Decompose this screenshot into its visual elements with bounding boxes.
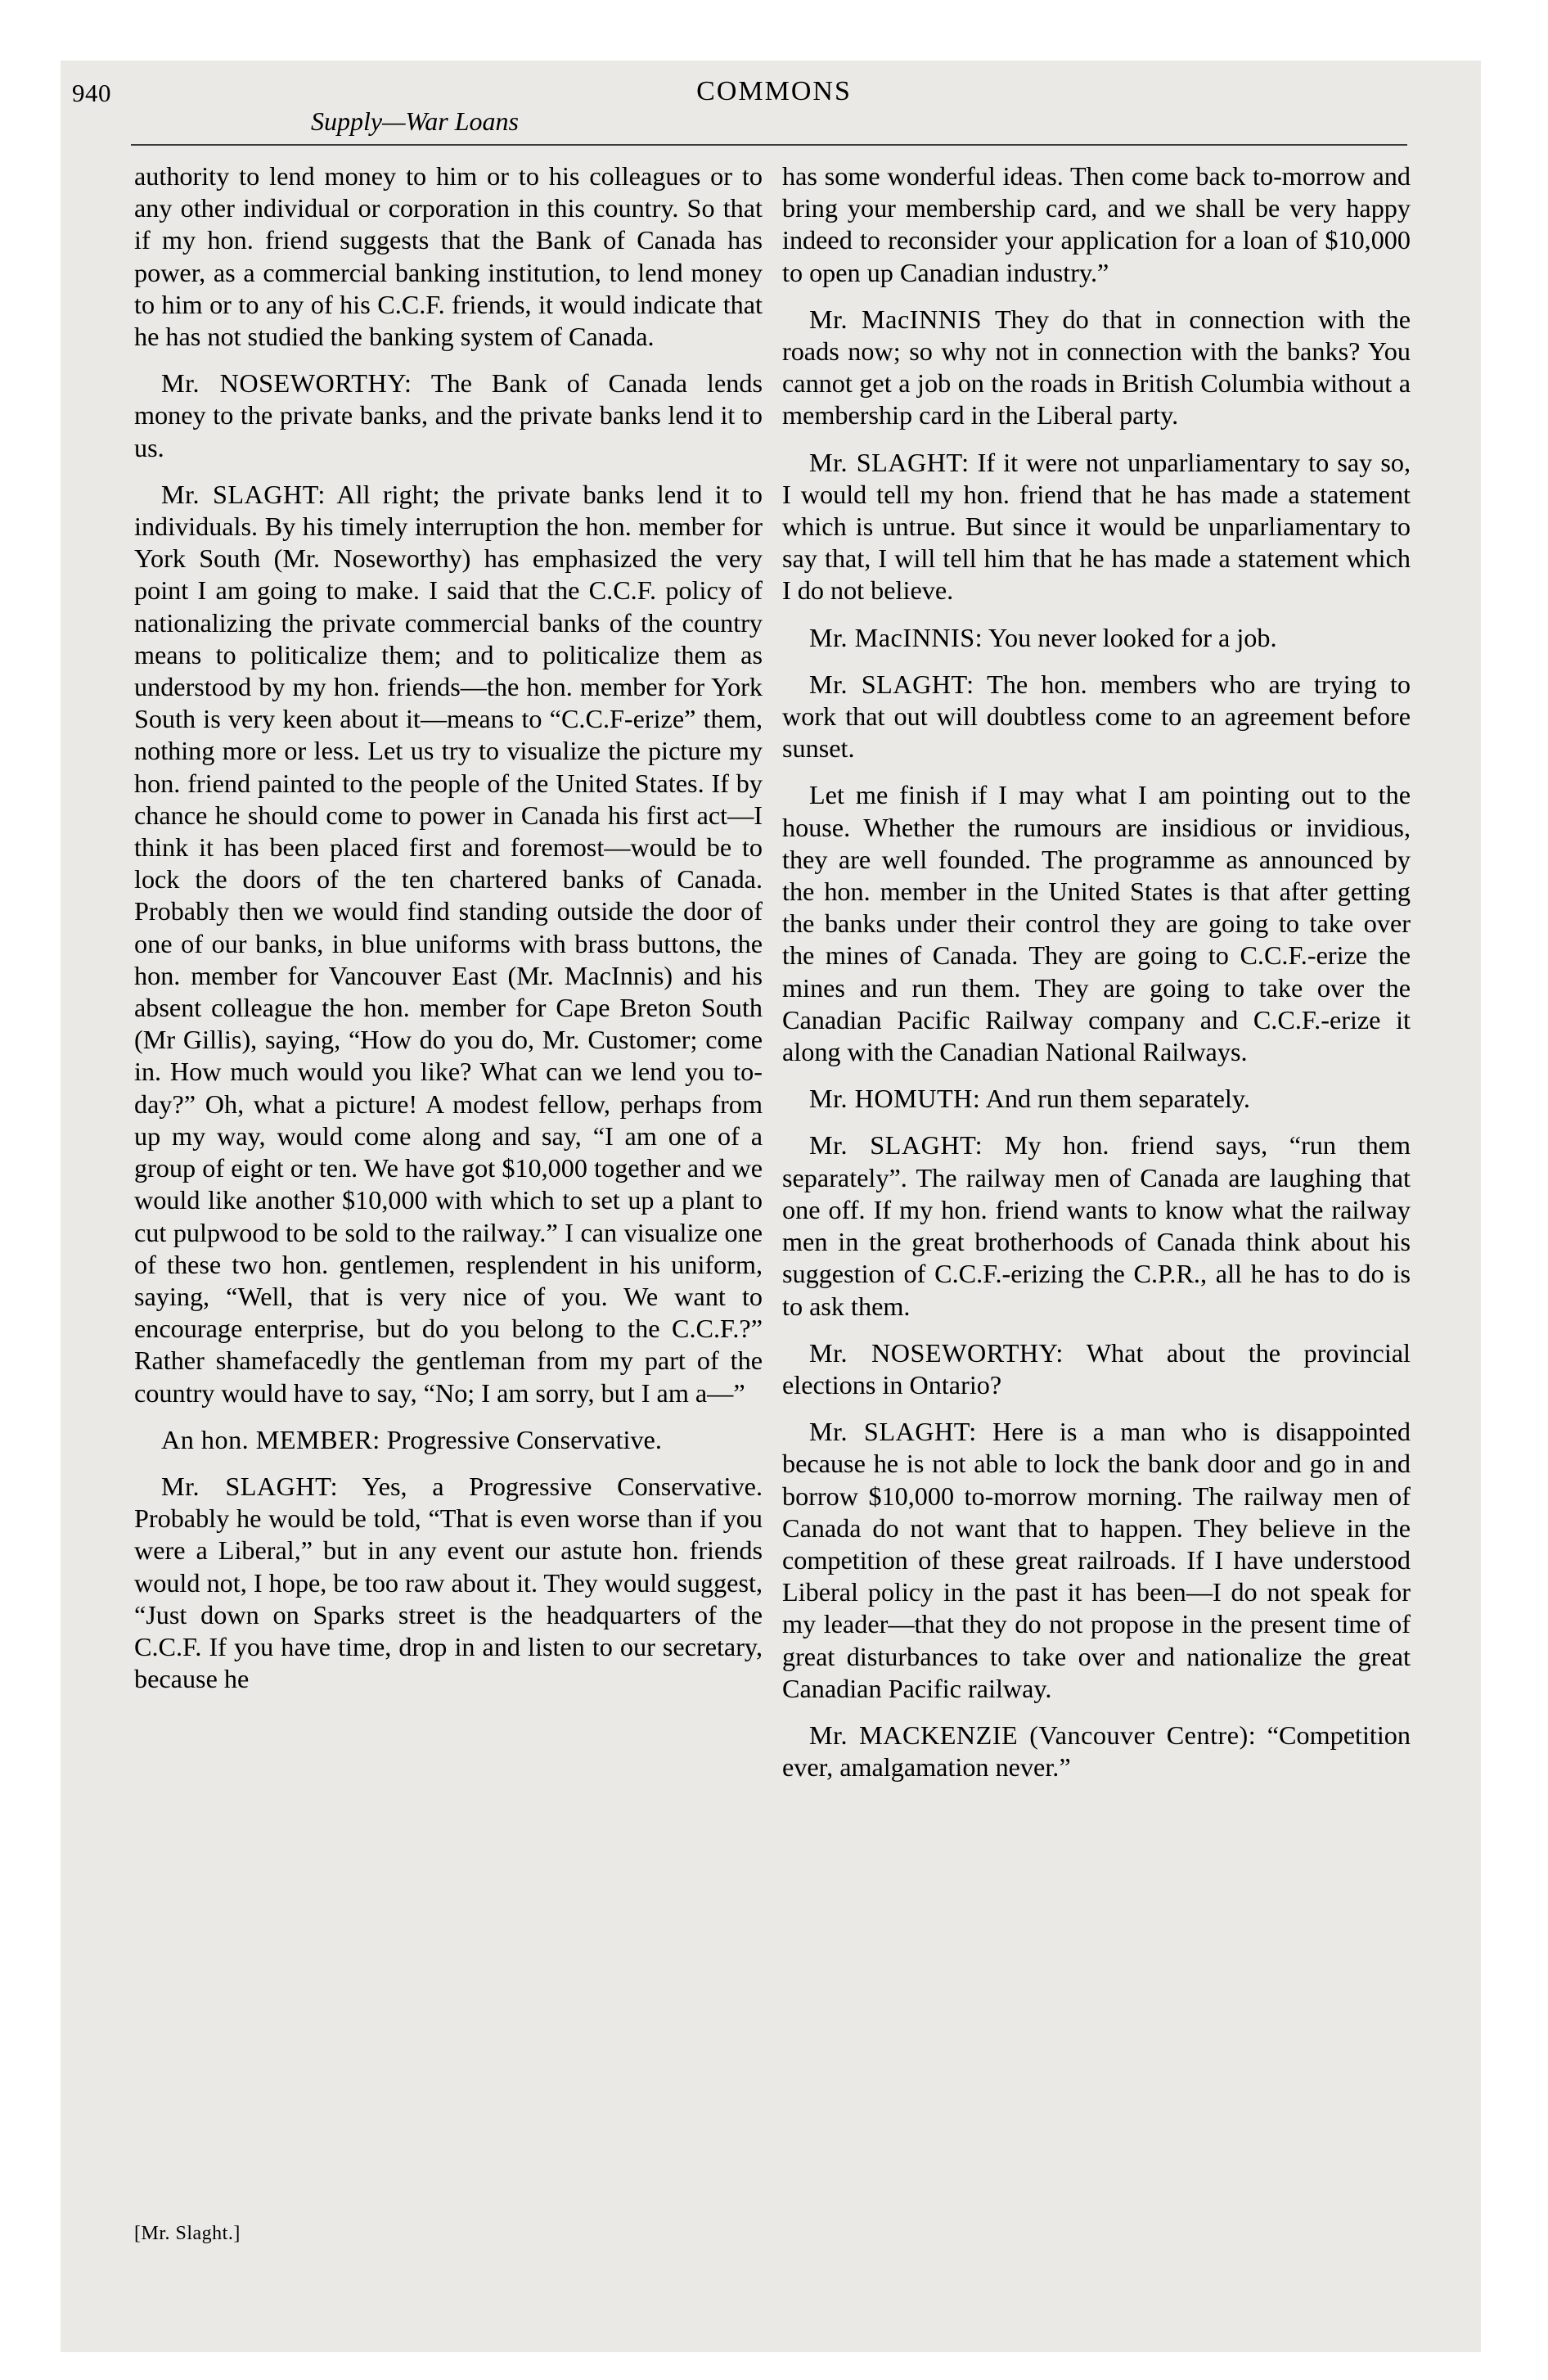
speech-paragraph [134, 367, 763, 464]
speech-paragraph [782, 1416, 1411, 1705]
left-column [134, 160, 763, 1710]
speech-paragraph [782, 304, 1411, 432]
page-subtitle: Supply—War Loans [311, 106, 519, 136]
page-number: 940 [72, 79, 111, 107]
speaker-name: Mr. SLAGHT: [161, 1471, 339, 1501]
speech-text: You never looked for a job. [988, 622, 1277, 652]
speech-text: What about the provincial elections in Ontario? [782, 1337, 1411, 1400]
speaker-name: Mr. SLAGHT: [809, 1417, 977, 1447]
speech-text: My hon. friend says, “run them separately”. The railway men of Canada are laughing that one off. If my hon. friend wants to know what the railway men in the great brotherhoods of Canada think about his suggestion of C.C.F.-erizing the C.P.R., all he has to do is to ask them. [782, 1130, 1411, 1321]
speech-text: And run them separately. [985, 1084, 1250, 1114]
speaker-name: Mr. NOSEWORTHY: [809, 1337, 1064, 1368]
paragraph [782, 160, 1411, 289]
speech-text: Yes, a Progressive Conservative. Probably he would be told, “That is even worse than if you were a Liberal,” but in any event our astute hon. friends would not, I hope, be too raw about it. They would suggest, “Just down on Sparks street is the headquarters of the C.C.F. If you have time, drop in and listen to our secretary, because he [134, 1471, 763, 1694]
speaker-name: Mr. MacINNIS: [809, 622, 983, 652]
speaker-name: Mr. SLAGHT: [809, 669, 974, 699]
speech-text: Here is a man who is disappointed because he is not able to lock the bank door and go in and borrow $10,000 to-morrow morning. The railway men of Canada do not want that to happen. They believe in the competition of these great railroads. If I have understood Liberal policy in the past it has been—I do not speak for my leader—that they do not propose in the present time of great disturbances to take over and nationalize the great Canadian Pacific railway. [782, 1417, 1411, 1703]
speaker-footnote: [Mr. Slaght.] [134, 2223, 241, 2244]
paragraph [782, 779, 1411, 1068]
speech-paragraph [134, 479, 763, 1409]
speech-text: All right; the private banks lend it to individuals. By his timely interruption the hon. member for York South (Mr. Noseworthy) has emphasized the very point I am going to make. I said that the C.C.F. policy of nationalizing the private commercial banks of the country means to politicalize them; and to politicalize them as understood by my hon. friends—the hon. member for York South is very keen about it—means to “C.C.F-erize” them, nothing more or less. Let us try to visualize the picture my hon. friend painted to the people of the United States. If by chance he should come to power in Canada his first act—I think it has been placed first and foremost—would be to lock the doors of the ten chartered banks of Canada. Probably then we would find standing outside the door of one of our banks, in blue uniforms with brass buttons, the hon. member for Vancouver East (Mr. MacInnis) and his absent colleague the hon. member for Cape Breton South (Mr Gillis), saying, “How do you do, Mr. Customer; come in. How much would you like? What can we lend you to-day?” Oh, what a picture! A modest fellow, perhaps from up my way, would come along and say, “I am one of a group of eight or ten. We have got $10,000 together and we would like another $10,000 with which to set up a plant to cut pulpwood to be sold to the railway.” I can visualize one of these two hon. gentlemen, resplendent in his uniform, saying, “Well, that is very nice of you. We want to encourage enterprise, but do you belong to the C.C.F.?” Rather shamefacedly the gentleman from my part of the country would have to say, “No; I am sorry, but I am a—” [134, 479, 763, 1408]
speech-text: They do that in connection with the roads now; so why not in connection with the banks? You cannot get a job on the roads in British Columbia without a membership card in the Liberal party. [782, 304, 1411, 430]
speaker-name: An hon. MEMBER: [161, 1424, 380, 1454]
speech-text: The Bank of Canada lends money to the private banks, and the private banks lend it to us. [134, 368, 763, 462]
speech-paragraph [782, 1720, 1411, 1783]
paragraph-text: has some wonderful ideas. Then come back to-morrow and bring your membership card, and we shall be very happy indeed to reconsider your application for a loan of $10,000 to open up Canadian industry.” [782, 161, 1411, 287]
speaker-name: Mr. SLAGHT: [809, 447, 970, 477]
speech-paragraph [782, 622, 1411, 654]
speaker-name: Mr. MacINNIS [809, 304, 983, 334]
speech-paragraph [134, 1424, 763, 1456]
speech-paragraph [782, 1129, 1411, 1322]
speaker-name: Mr. SLAGHT: [809, 1130, 983, 1161]
speech-text: Progressive Conservative. [386, 1424, 662, 1454]
speech-paragraph [782, 1083, 1411, 1115]
speech-text: If it were not unparliamentary to say so, I would tell my hon. friend that he has made a statement which is untrue. But since it would be unparliamentary to say that, I will tell him that he has made a statement which I do not believe. [782, 447, 1411, 606]
right-column [782, 160, 1411, 1798]
speech-text: The hon. members who are trying to work that out will doubtless come to an agreement before sunset. [782, 669, 1411, 764]
speech-paragraph [782, 669, 1411, 765]
paragraph-text: authority to lend money to him or to his colleagues or to any other individual or corporation in this country. So that if my hon. friend suggests that the Bank of Canada has power, as a commercial banking institution, to lend money to him or to any of his C.C.F. friends, it would indicate that he has not studied the banking system of Canada. [134, 161, 763, 352]
paragraph [134, 160, 763, 353]
paragraph-text: Let me finish if I may what I am pointing out to the house. Whether the rumours are insidious or invidious, they are well founded. The programme as announced by the hon. member in the United States is that after getting the banks under their control they are going to take over the mines of Canada. They are going to C.C.F.-erize the mines and run them. They are going to take over the Canadian Pacific Railway company and C.C.F.-erize it along with the Canadian National Railways. [782, 780, 1411, 1067]
header-rule [131, 144, 1407, 146]
speaker-name: Mr. MACKENZIE (Vancouver Centre): [809, 1720, 1257, 1750]
page-title: COMMONS [696, 76, 852, 106]
speech-paragraph [782, 1337, 1411, 1401]
speech-paragraph [134, 1471, 763, 1695]
speaker-name: Mr. NOSEWORTHY: [161, 368, 412, 399]
speech-text: “Competition ever, amalgamation never.” [782, 1720, 1411, 1783]
speaker-name: Mr. SLAGHT: [161, 479, 326, 509]
speaker-name: Mr. HOMUTH: [809, 1084, 981, 1114]
speech-paragraph [782, 447, 1411, 607]
